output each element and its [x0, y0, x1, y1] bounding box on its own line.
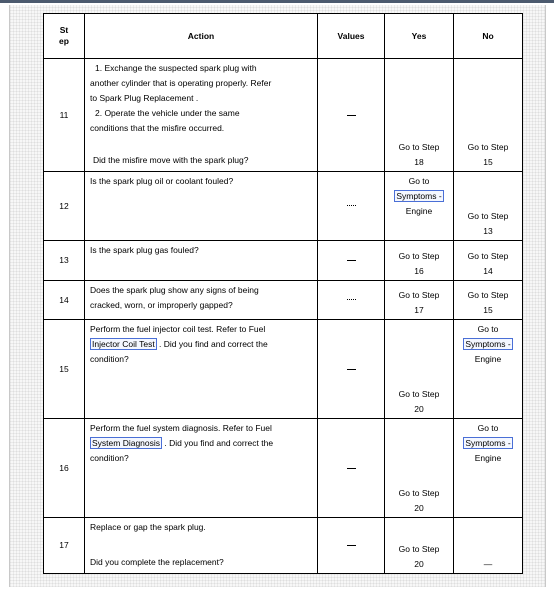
- values-cell: [318, 241, 385, 281]
- action-cell: [85, 241, 318, 281]
- yes-cell: Go to Symptoms - Engine: [385, 172, 454, 241]
- step-number: 15: [44, 320, 85, 419]
- table-row-step-16: [44, 419, 523, 518]
- values-cell: [318, 59, 385, 172]
- action-text: conditions that the misfire occurred.: [90, 123, 225, 133]
- no-cell[interactable]: Go to Step 15: [454, 281, 523, 320]
- header-no: No: [454, 14, 523, 59]
- empty-value-dash: [347, 545, 356, 546]
- empty-value-dash: [347, 260, 356, 261]
- action-cell: [85, 518, 318, 574]
- table-row-step-13: [44, 241, 523, 281]
- no-cell[interactable]: Go to Step 13: [454, 172, 523, 241]
- symptoms-engine-link[interactable]: Symptoms -: [465, 438, 511, 448]
- step-number: 14: [44, 281, 85, 320]
- step-number: 11: [44, 59, 85, 172]
- empty-value-dash: [347, 369, 356, 370]
- values-cell: [318, 281, 385, 320]
- values-cell: [318, 320, 385, 419]
- values-cell: [318, 419, 385, 518]
- action-text: Is the spark plug gas fouled?: [90, 245, 199, 255]
- action-text: Perform the fuel injector coil test. Refer to Fuel: [90, 324, 266, 334]
- table-row-step-15: [44, 320, 523, 419]
- empty-value-dash: [347, 115, 356, 116]
- action-text: 1. Exchange the suspected spark plug with: [95, 63, 257, 73]
- yes-cell[interactable]: Go to Step 18: [385, 59, 454, 172]
- symptoms-engine-link[interactable]: Symptoms -: [465, 339, 511, 349]
- action-cell: [85, 320, 318, 419]
- window-top-edge: [0, 0, 554, 3]
- action-cell: [85, 59, 318, 172]
- table-row-step-12: [44, 172, 523, 241]
- action-text: to Spark Plug Replacement .: [90, 93, 199, 103]
- action-text: Is the spark plug oil or coolant fouled?: [90, 176, 234, 186]
- empty-value-dash: [347, 205, 356, 207]
- table-row-step-17: [44, 518, 523, 574]
- step-number: 16: [44, 419, 85, 518]
- action-cell: [85, 419, 318, 518]
- system-diagnosis-link[interactable]: System Diagnosis: [92, 438, 161, 448]
- header-values: Values: [318, 14, 385, 59]
- no-cell: Go to Symptoms - Engine: [454, 320, 523, 419]
- action-text: Perform the fuel system diagnosis. Refer to Fuel: [90, 423, 272, 433]
- no-cell: [454, 518, 523, 574]
- header-yes: Yes: [385, 14, 454, 59]
- table-row-step-14: [44, 281, 523, 320]
- yes-cell[interactable]: Go to Step 20: [385, 419, 454, 518]
- yes-cell[interactable]: Go to Step 17: [385, 281, 454, 320]
- yes-cell[interactable]: Go to Step 20: [385, 320, 454, 419]
- yes-cell[interactable]: Go to Step 16: [385, 241, 454, 281]
- no-cell[interactable]: Go to Step 15: [454, 59, 523, 172]
- action-cell: [85, 172, 318, 241]
- step-number: 12: [44, 172, 85, 241]
- action-text: 2. Operate the vehicle under the same: [95, 108, 240, 118]
- action-text: Replace or gap the spark plug.: [90, 522, 206, 532]
- table-header-row: [44, 14, 523, 59]
- table-row-step-11: [44, 59, 523, 172]
- step-number: 13: [44, 241, 85, 281]
- action-text: condition?: [90, 453, 129, 463]
- action-question: Did the misfire move with the spark plug?: [93, 155, 249, 165]
- values-cell: [318, 518, 385, 574]
- injector-coil-test-link[interactable]: Injector Coil Test: [92, 339, 155, 349]
- step-number: 17: [44, 518, 85, 574]
- action-text: condition?: [90, 354, 129, 364]
- values-cell: [318, 172, 385, 241]
- action-text: . Did you find and correct the: [156, 339, 268, 349]
- action-text: cracked, worn, or improperly gapped?: [90, 300, 233, 310]
- header-step: St ep: [44, 14, 85, 59]
- symptoms-engine-link[interactable]: Symptoms -: [396, 191, 442, 201]
- yes-cell[interactable]: Go to Step 20: [385, 518, 454, 574]
- action-text: Does the spark plug show any signs of being: [90, 285, 259, 295]
- empty-value-dash: [347, 299, 356, 301]
- header-action: Action: [85, 14, 318, 59]
- no-cell: Go to Symptoms - Engine: [454, 419, 523, 518]
- action-text: . Did you find and correct the: [162, 438, 274, 448]
- empty-value-dash: [347, 468, 356, 469]
- action-text: another cylinder that is operating properly. Refer: [90, 78, 272, 88]
- empty-value-dash: —: [483, 559, 493, 569]
- action-cell: [85, 281, 318, 320]
- no-cell[interactable]: Go to Step 14: [454, 241, 523, 281]
- action-question: Did you complete the replacement?: [90, 557, 224, 567]
- diagnostic-table: [43, 13, 523, 574]
